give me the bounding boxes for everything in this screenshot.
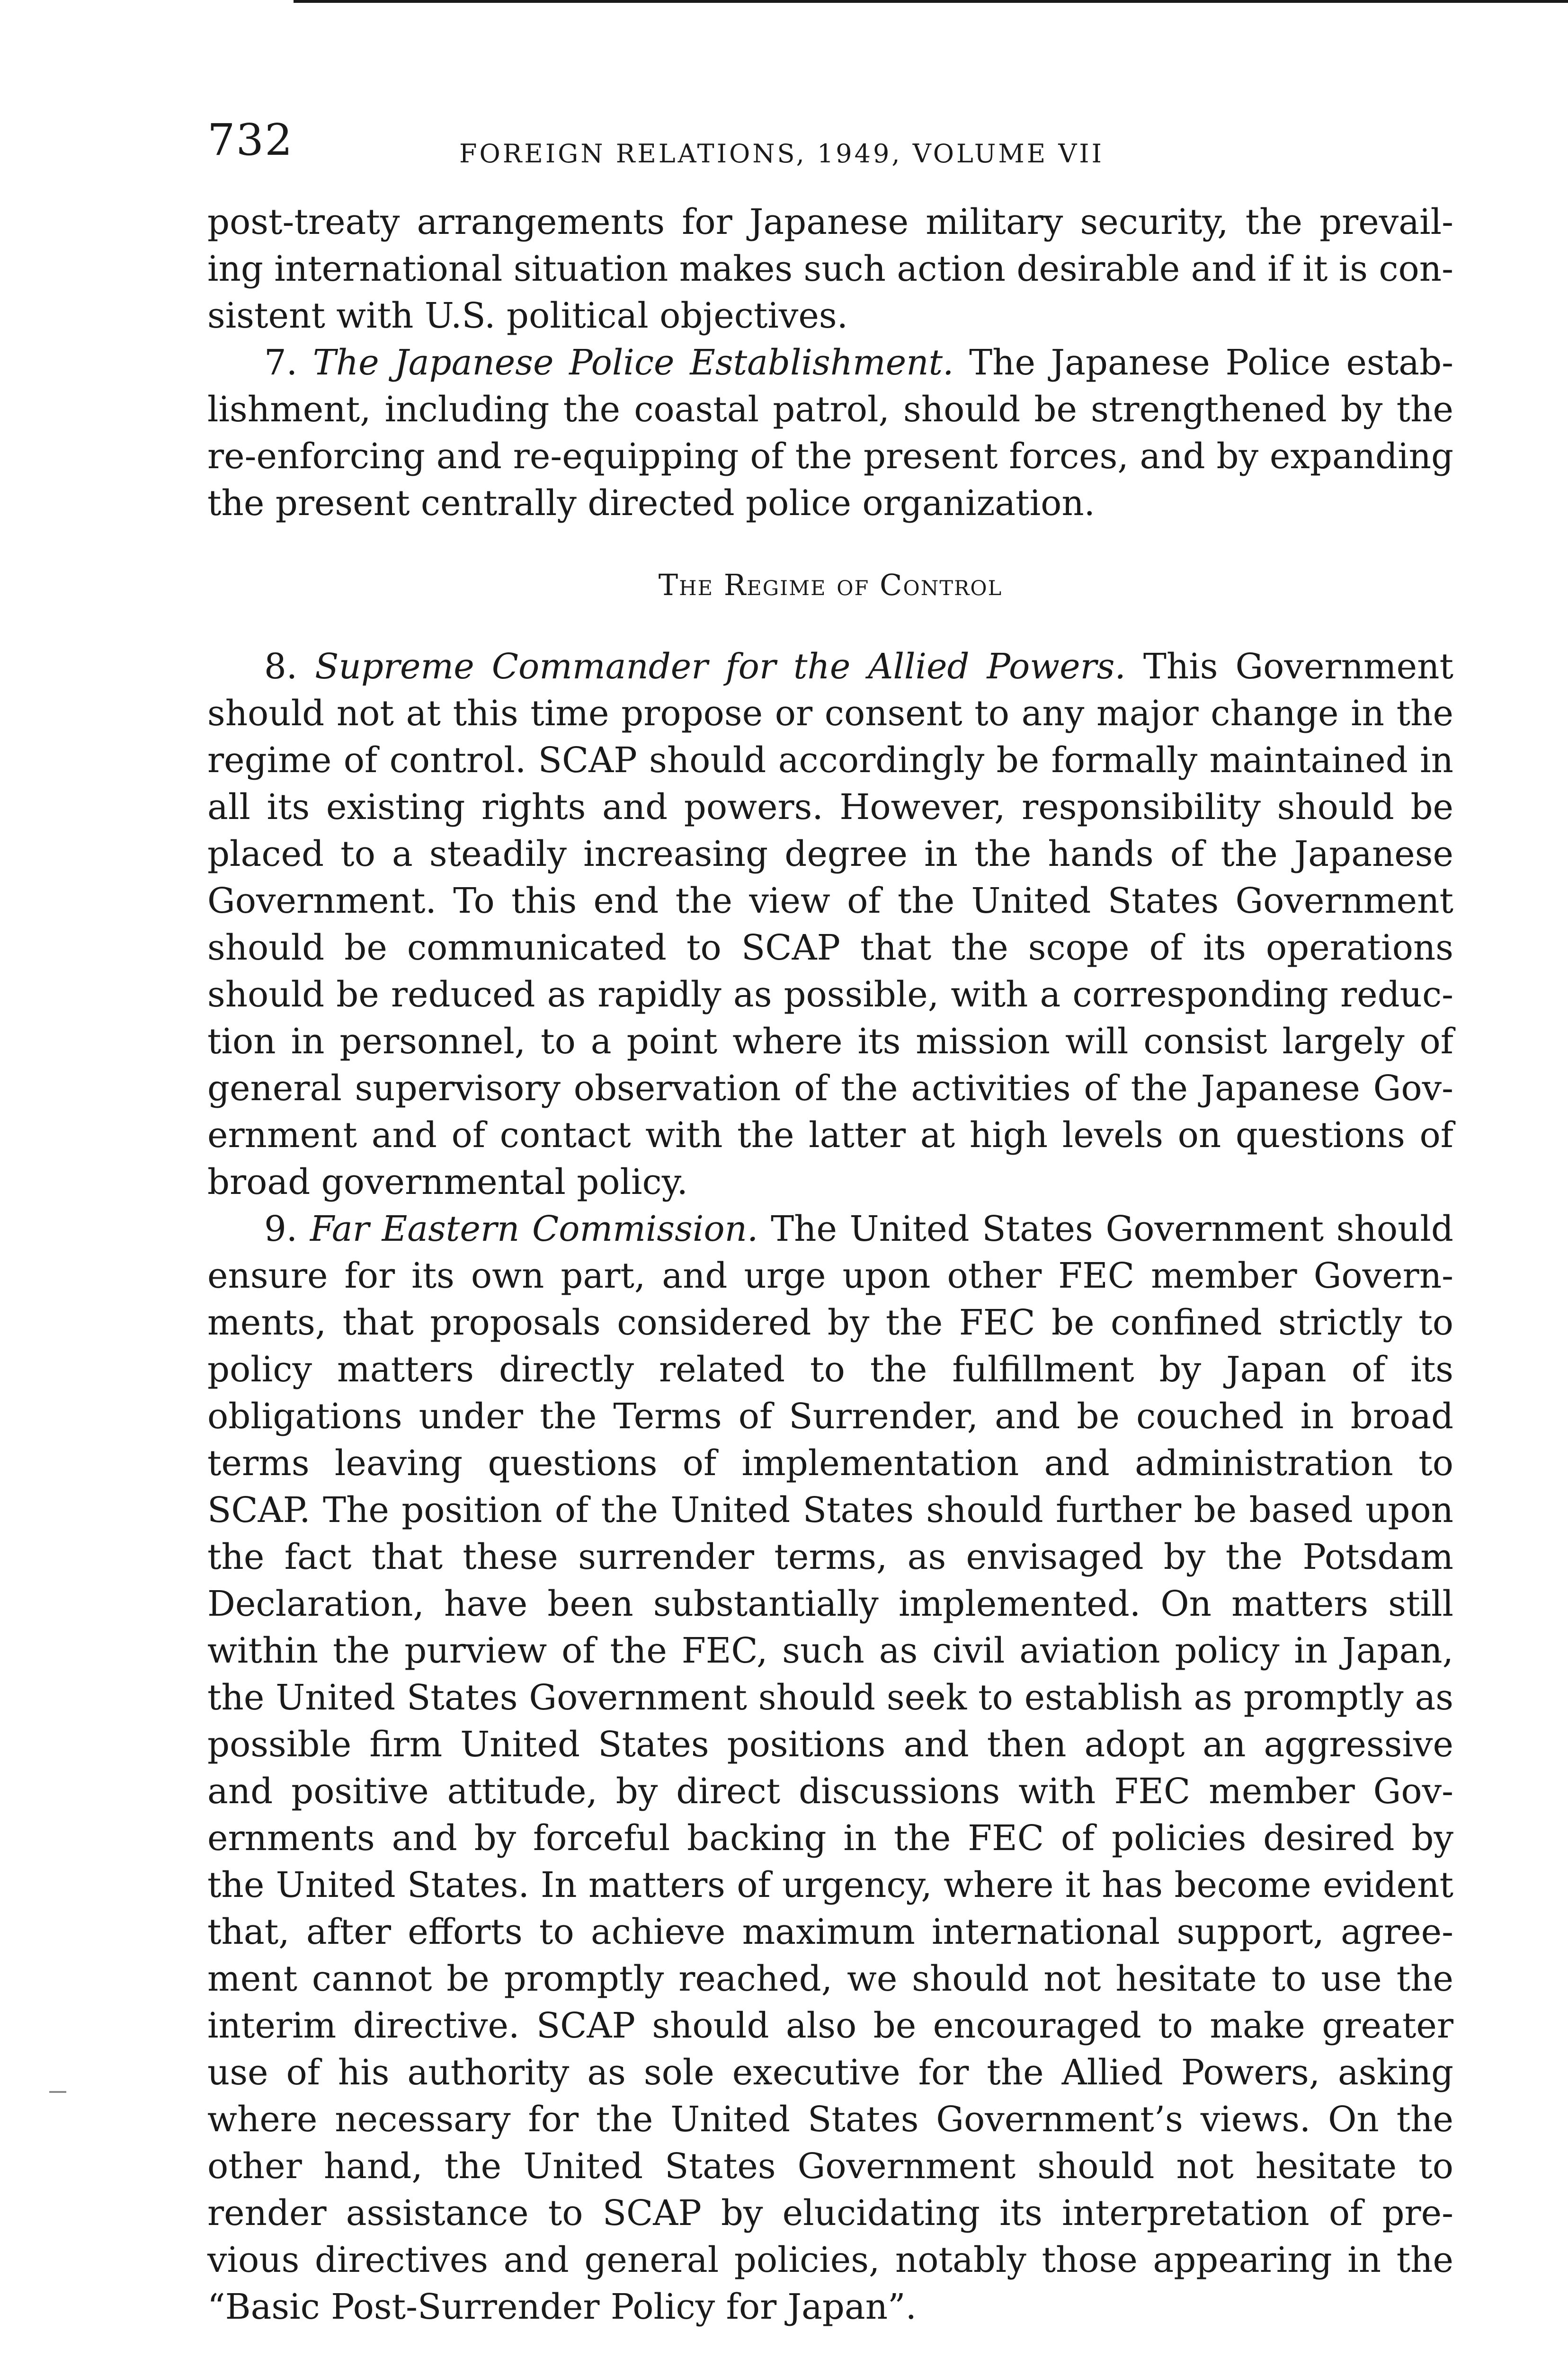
top-border-rule (294, 0, 1568, 3)
body-text (207, 199, 1453, 2331)
paragraph-8-heading: Supreme Commander for the Allied Powers. (315, 647, 1126, 687)
running-head: FOREIGN RELATIONS, 1949, VOLUME VII (459, 139, 1104, 169)
paragraph-9 (207, 1206, 1453, 2331)
paragraph-7-heading: The Japanese Police Establishment. (312, 343, 954, 383)
page-number: 732 (207, 115, 294, 165)
paragraph-8 (207, 643, 1453, 1206)
margin-dash-mark (49, 2091, 66, 2093)
paragraph-7-text: The Japanese Police establishment, including the coastal patrol, should be strengthened by the re-enforcing and re-equipping of the present forces, and by expanding the present centrally directed police organization. (207, 343, 1454, 524)
paragraph-7-number: 7. (264, 343, 298, 383)
paragraph-9-heading: Far Eastern Commission. (310, 1209, 758, 1249)
paragraph-9-text: The United States Government should ensure for its own part, and urge upon other FEC member Governments, that proposals considered by the FEC be confined strictly to policy matters directly related to the fulfillment by Japan of its obligations under the Terms of Surrender, and be couched in broad terms leaving questions of implementation and administration to SCAP. The position of the United States should further be based upon the fact that these surrender terms, as envisaged by the Potsdam Declaration, have been substantially implemented. On matters still within the purview of the FEC, such as civil aviation policy in Japan, the United States Government should seek to establish as promptly as possible firm United States positions and then adopt an aggressive and positive attitude, by direct discussions with FEC member Governments and by forceful backing in the FEC of policies desired by the United States. In matters of urgency, where it has become evident that, after efforts to achieve maximum international support, agreement cannot be promptly reached, we should not hesitate to use the interim directive. SCAP should also be encouraged to make greater use of his authority as sole executive for the Allied Powers, asking where necessary for the United States Government’s views. On the other hand, the United States Government should not hesitate to render assistance to SCAP by elucidating its interpretation of previous directives and general policies, notably those appearing in the “Basic Post-Surrender Policy for Japan”. (207, 1209, 1453, 2327)
paragraph-9-number: 9. (264, 1209, 298, 1249)
paragraph-8-text: This Government should not at this time propose or consent to any major change in the regime of control. SCAP should accordingly be formally maintained in all its existing rights and powers. However, responsibility should be placed to a steadily increasing degree in the hands of the Japanese Government. To this end the view of the United States Government should be communicated to SCAP that the scope of its operations should be reduced as rapidly as possible, with a corresponding reduction in personnel, to a point where its mission will consist largely of general supervisory observation of the activities of the Japanese Government and of contact with the latter at high levels on questions of broad governmental policy. (207, 647, 1453, 1202)
paragraph-8-number: 8. (264, 647, 298, 687)
section-heading: The Regime of Control (658, 568, 1003, 602)
intro-paragraph: post-treaty arrangements for Japanese military security, the prevailing international situation makes such action desirable and if it is consistent with U.S. political objectives. (207, 202, 1453, 336)
paragraph-7 (207, 339, 1453, 527)
